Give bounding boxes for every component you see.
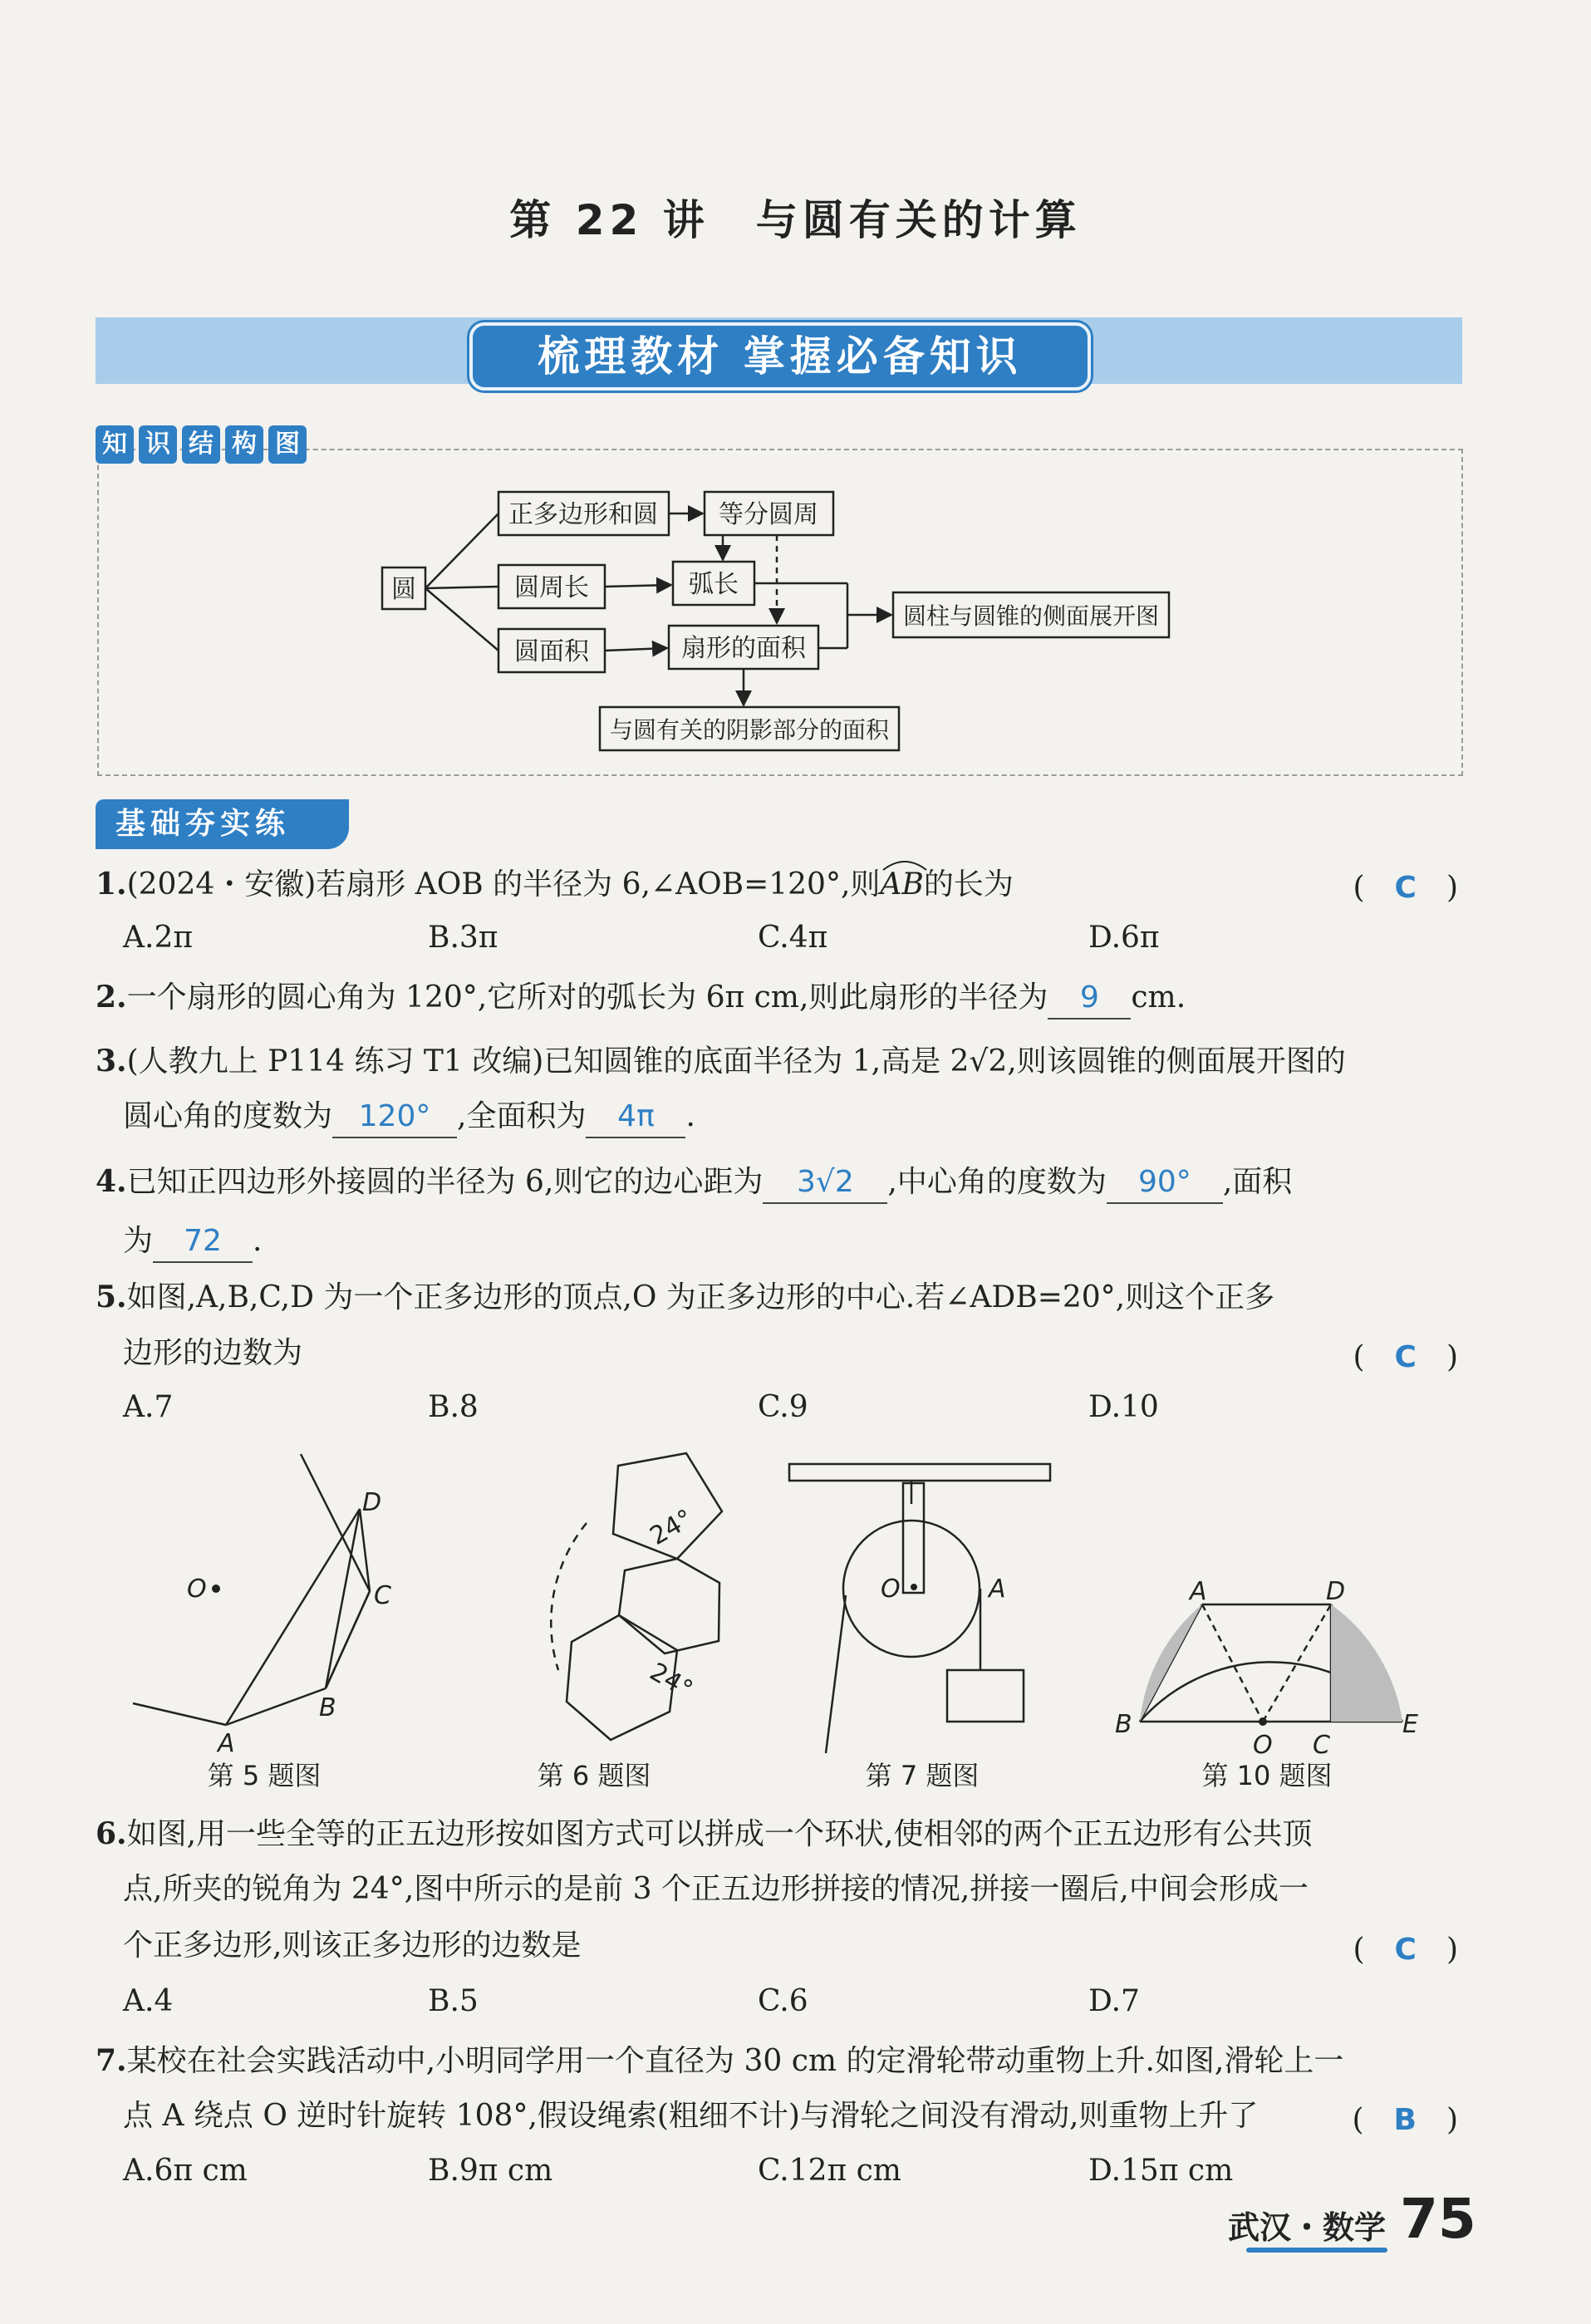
tag-char: 图 [268,425,307,464]
question-text: 某校在社会实践活动中,小明同学用一个直径为 30 cm 的定滑轮带动重物上升.如图,滑轮上一 [126,2044,1344,2078]
choice-a: A.2π [123,921,194,955]
label-o: O [187,1575,207,1604]
label-e: E [1402,1710,1418,1739]
answer-paren-7: ( B ) [1352,2103,1458,2137]
node-lateral: 圆柱与圆锥的侧面展开图 [902,602,1160,630]
footer-subject: 武汉・数学 [1228,2209,1387,2246]
node-area: 圆面积 [514,637,589,666]
label-a: A [1190,1577,1207,1606]
tag-char: 知 [96,425,134,464]
node-circumference: 圆周长 [514,573,589,602]
figure-7 [789,1464,1050,1753]
footer-rule [1246,2248,1387,2253]
question-1 [96,864,1466,905]
choice-a: A.7 [123,1390,174,1424]
question-text: 如图,用一些全等的正五边形按如图方式可以拼成一个环状,使相邻的两个正五边形有公共顶 [126,1817,1313,1851]
choice-d: D.7 [1088,1984,1140,2018]
question-2 [96,977,1466,1020]
arc-notation [880,865,923,905]
question-6-line-1 [96,1814,1466,1855]
question-5-line-2: 边形的边数为 [123,1336,303,1370]
angle-24-lower: 24° [645,1657,698,1705]
question-7-line-2: 点 A 绕点 O 逆时针旋转 108°,假设绳索(粗细不计)与滑轮之间没有滑动,则重物上升了 [123,2099,1259,2133]
question-text: ,面积 [1222,1165,1293,1199]
choice-c: C.4π [758,921,828,955]
caption-figure-6: 第 6 题图 [537,1760,651,1791]
answer-blank: 4π [586,1097,685,1138]
page-title: 第 22 讲 与圆有关的计算 [509,196,1082,244]
question-7-line-1 [96,2041,1466,2081]
angle-24-upper: 24° [645,1504,699,1551]
figures-row [0,1437,1591,1811]
node-equal-division: 等分圆周 [719,500,818,529]
label-d: D [1326,1577,1346,1606]
label-d: D [362,1488,382,1517]
label-o: O [881,1575,901,1604]
label-o: O [1253,1731,1273,1760]
question-text: 为 [123,1224,154,1258]
figure-6 [551,1453,722,1740]
question-number: 3. [96,1044,127,1078]
node-arc-length: 弧长 [689,570,739,599]
question-4-line-1 [96,1162,1466,1204]
question-5-line-1 [96,1277,1466,1318]
question-3-line-2 [123,1097,1494,1138]
node-regular-polygon: 正多边形和圆 [508,500,658,529]
question-text: 圆心角的度数为 [123,1099,333,1133]
question-text: ,中心角的度数为 [887,1165,1107,1199]
label-a: A [218,1729,235,1758]
tag-char: 构 [225,425,263,464]
question-text: . [253,1224,263,1258]
question-text: . [685,1099,695,1133]
answer-blank: 120° [332,1097,457,1138]
answer-paren-1: ( C ) [1353,871,1458,905]
answer-blank: 90° [1107,1162,1223,1204]
question-4-line-2 [123,1221,1494,1263]
label-a: A [989,1575,1006,1604]
choice-c: C.12π cm [758,2154,901,2188]
label-b: B [319,1693,336,1722]
answer-choice: B [1393,2103,1417,2137]
question-text: 已知正四边形外接圆的半径为 6,则它的边心距为 [126,1165,764,1199]
choice-c: C.6 [758,1984,808,2018]
question-text-end: cm. [1131,980,1186,1015]
label-b: B [1115,1710,1132,1739]
answer-blank: 3√2 [763,1162,887,1204]
choice-b: B.9π cm [428,2154,553,2188]
choice-a: A.6π cm [123,2154,248,2188]
section-tag: 基础夯实练 [96,799,349,849]
node-sector-area: 扇形的面积 [681,634,806,663]
knowledge-map-diagram [0,0,1591,798]
tag-char: 识 [139,425,177,464]
question-6-line-3: 个正多边形,则该正多边形的边数是 [123,1928,582,1963]
question-number: 5. [96,1280,127,1314]
choice-b: B.5 [428,1984,479,2018]
question-text: ,全面积为 [457,1099,587,1133]
question-text: 如图,A,B,C,D 为一个正多边形的顶点,O 为正多边形的中心.若∠ADB=20°,则这个正多 [126,1280,1275,1314]
answer-choice: C [1394,1933,1417,1967]
banner-label: 梳理教材 掌握必备知识 [469,322,1091,391]
node-shaded: 与圆有关的阴影部分的面积 [609,716,890,744]
page-number: 75 [1400,2187,1476,2251]
choice-c: C.9 [758,1390,808,1424]
figure-5 [133,1454,370,1725]
choice-b: B.3π [428,921,498,955]
label-c: C [1313,1731,1330,1760]
choice-d: D.15π cm [1088,2154,1234,2188]
label-c: C [374,1581,391,1610]
answer-blank: 9 [1048,978,1131,1020]
arc-mark [881,858,928,872]
answer-choice: C [1394,1340,1417,1374]
choice-d: D.10 [1088,1390,1159,1424]
answer-blank: 72 [153,1221,253,1263]
tag-char: 结 [182,425,220,464]
choice-b: B.8 [428,1390,479,1424]
question-number: 6. [96,1816,127,1851]
choice-d: D.6π [1088,921,1160,955]
question-3-line-1 [96,1041,1466,1082]
question-number: 2. [96,980,127,1015]
question-text-end: 的长为 [923,867,1014,902]
question-text: (人教九上 P114 练习 T1 改编)已知圆锥的底面半径为 1,高是 2√2,则该圆锥的侧面展开图的 [126,1044,1346,1078]
question-text: 一个扇形的圆心角为 120°,它所对的弧长为 6π cm,则此扇形的半径为 [126,980,1048,1015]
question-number: 1. [96,867,127,902]
question-number: 4. [96,1164,127,1199]
question-text: (2024・安徽)若扇形 AOB 的半径为 6,∠AOB=120°,则 [126,867,881,902]
choice-a: A.4 [123,1984,174,2018]
caption-figure-10: 第 10 题图 [1201,1760,1333,1791]
node-circle: 圆 [391,575,416,604]
answer-paren-6: ( C ) [1353,1933,1458,1967]
arc-label: AB [880,867,924,902]
answer-paren-5: ( C ) [1353,1340,1458,1374]
answer-choice: C [1394,871,1417,905]
caption-figure-5: 第 5 题图 [207,1760,322,1791]
caption-figure-7: 第 7 题图 [865,1760,980,1791]
question-number: 7. [96,2043,127,2078]
question-6-line-2: 点,所夹的锐角为 24°,图中所示的是前 3 个正五边形拼接的情况,拼接一圈后,中间会形成一 [123,1872,1309,1906]
